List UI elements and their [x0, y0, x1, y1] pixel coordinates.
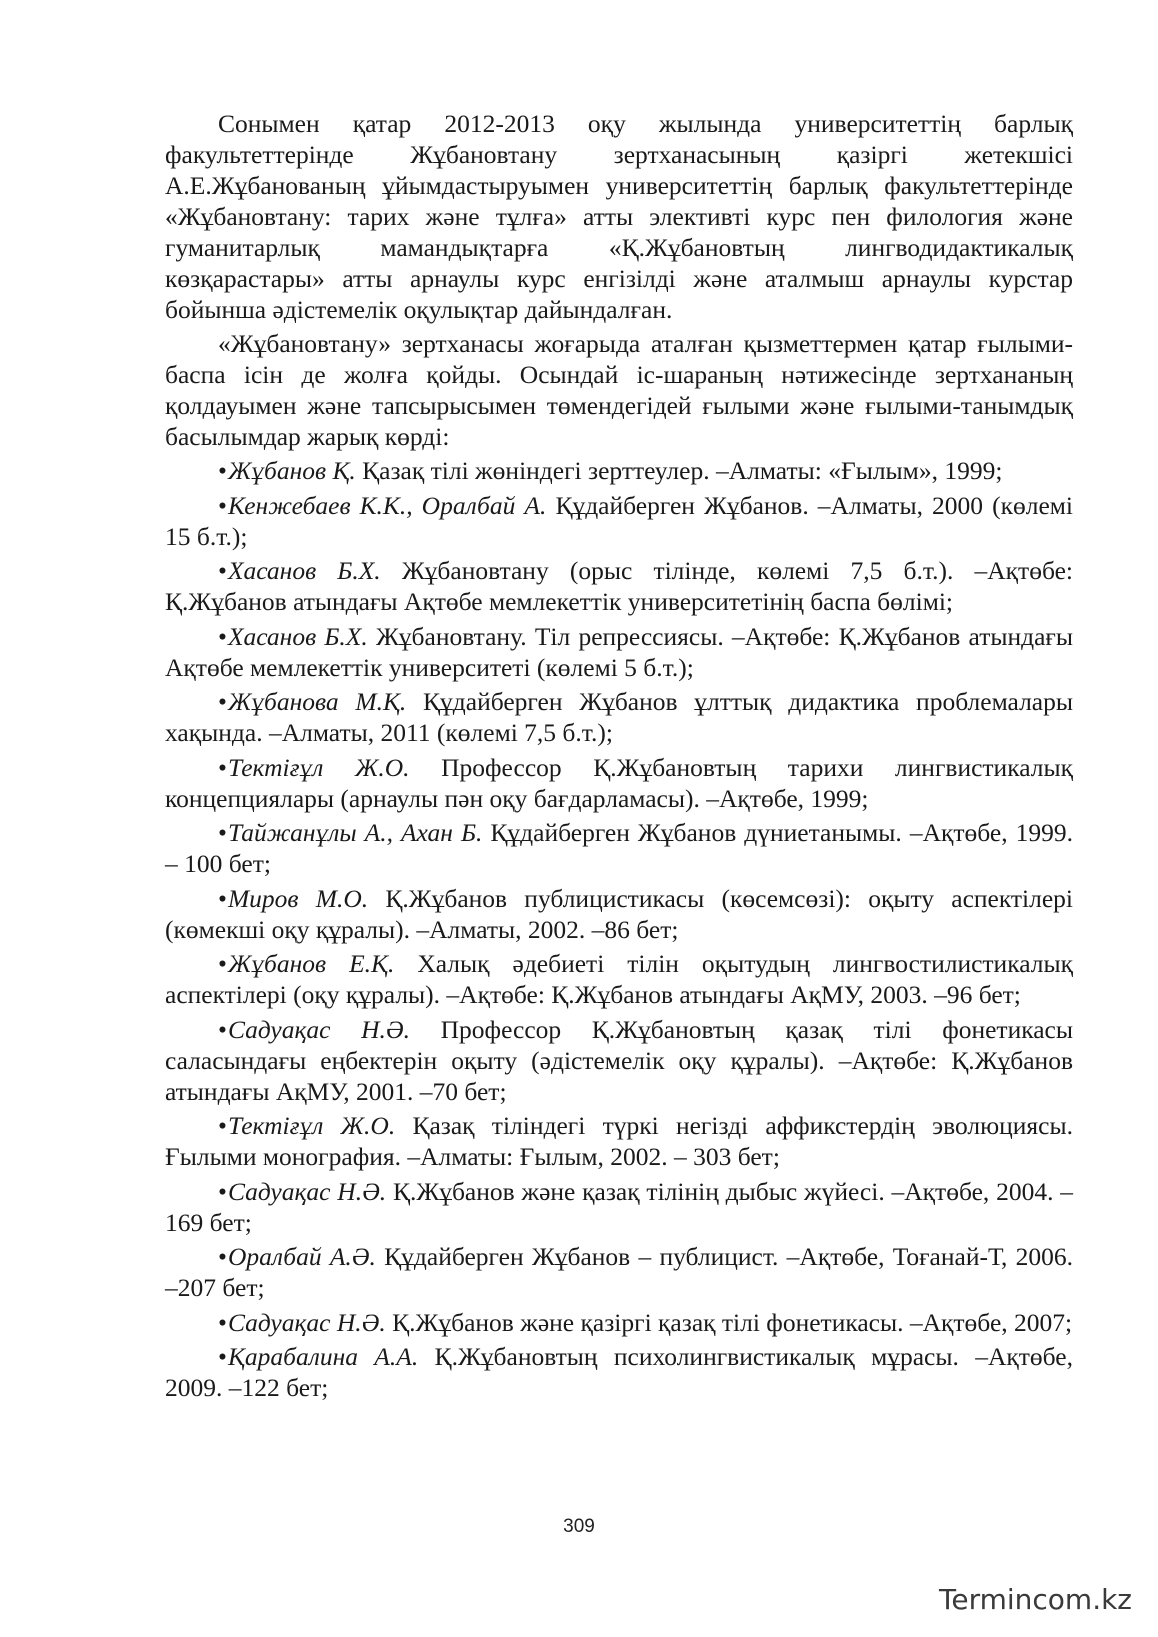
reference-author: Тектіғұл Ж.О. [227, 752, 410, 782]
reference-author: Тектіғұл Ж.О. [227, 1111, 396, 1140]
bullet-icon: • [218, 1342, 227, 1371]
reference-item [165, 1014, 1073, 1107]
reference-item [165, 621, 1073, 683]
reference-item [165, 1341, 1073, 1403]
reference-text: Жұбановтану. Тіл репрессиясы. –Ақтөбе: Қ.Жұбанов атындағы Ақтөбе мемлекеттік университеті (көлемі 5 б.т.); [165, 621, 1073, 682]
reference-text: Құдайберген Жұбанов. –Алматы, 2000 (көлемі 15 б.т.); [165, 490, 1073, 551]
reference-text: Қ.Жұбанов публицистикасы (көсемсөзі): оқыту аспектілері (көмекші оқу құралы). –Алматы, 2002. –86 бет; [165, 883, 1074, 944]
reference-text: Құдайберген Жұбанов ұлттық дидактика проблемалары хақында. –Алматы, 2011 (көлемі 7,5 б.т.); [165, 687, 1074, 747]
reference-item [165, 948, 1073, 1010]
bullet-icon: • [218, 621, 227, 651]
reference-item [165, 752, 1073, 814]
reference-text: Жұбановтану (орыс тілінде, көлемі 7,5 б.т.). –Ақтөбе: Қ.Жұбанов атындағы Ақтөбе мемлекеттік университетінің баспа бөлімі; [165, 556, 1073, 616]
bullet-icon: • [218, 1111, 227, 1140]
reference-text: Қ.Жұбанов және қазіргі қазақ тілі фонетикасы. –Ақтөбе, 2007; [385, 1307, 1073, 1337]
bullet-icon: • [218, 556, 227, 585]
reference-author: Қарабалина А.А. [227, 1342, 419, 1371]
reference-author: Садуақас Н.Ә. [227, 1176, 387, 1206]
bullet-icon: • [218, 883, 227, 913]
reference-author: Садуақас Н.Ә. [227, 1307, 386, 1337]
reference-text: Профессор Қ.Жұбановтың тарихи лингвистикалық концепциялары (арнаулы пән оқу бағдарламасы). –Ақтөбе, 1999; [165, 752, 1073, 813]
bullet-icon: • [218, 949, 227, 978]
bullet-icon: • [218, 687, 227, 716]
reference-item [165, 490, 1073, 552]
bullet-icon: • [218, 1307, 227, 1337]
reference-author: Оралбай А.Ә. [227, 1242, 376, 1271]
page-number: 309 [563, 1516, 595, 1537]
body-paragraph: «Жұбановтану» зертханасы жоғарыда аталған қызметтермен қатар ғылыми-баспа ісін де жолға қойды. Осындай іс-шараның нәтижесінде зертхананың қолдауымен және тапсырысымен төмендегідей ғылыми және ғылыми-танымдық басылымдар жарық көрді: [165, 329, 1073, 451]
document-body [165, 108, 1073, 1407]
bullet-icon: • [218, 456, 227, 485]
bullet-icon: • [218, 1176, 227, 1206]
reference-author: Жұбанова М.Қ. [227, 687, 407, 716]
bullet-icon: • [218, 1242, 227, 1271]
reference-item [165, 1241, 1073, 1303]
reference-author: Хасанов Б.Х. [227, 556, 381, 585]
reference-item [165, 883, 1073, 945]
reference-author: Хасанов Б.Х. [227, 621, 368, 651]
reference-author: Миров М.О. [227, 883, 369, 913]
reference-author: Садуақас Н.Ә. [227, 1014, 411, 1044]
reference-item [165, 1176, 1073, 1238]
reference-text: Қ.Жұбанов және қазақ тілінің дыбыс жүйесі. –Ақтөбе, 2004. –169 бет; [165, 1176, 1073, 1237]
reference-text: Қазақ тіліндегі түркі негізді аффикстердің эволюциясы. Ғылыми монография. –Алматы: Ғылым, 2002. – 303 бет; [165, 1111, 1073, 1171]
reference-author: Жұбанов Е.Қ. [227, 949, 395, 978]
reference-text: Құдайберген Жұбанов – публицист. –Ақтөбе, Тоғанай-Т, 2006. –207 бет; [165, 1242, 1073, 1302]
reference-text: Профессор Қ.Жұбановтың қазақ тілі фонетикасы саласындағы еңбектерін оқыту (әдістемелік оқу құралы). –Ақтөбе: Қ.Жұбанов атындағы АқМУ, 2001. –70 бет; [165, 1014, 1073, 1106]
bullet-icon: • [218, 818, 227, 847]
reference-text: Қ.Жұбановтың психолингвистикалық мұрасы. –Ақтөбе, 2009. –122 бет; [165, 1342, 1073, 1402]
bullet-icon: • [218, 490, 227, 520]
reference-author: Кенжебаев К.К., Оралбай А. [227, 490, 547, 520]
reference-item [165, 817, 1073, 879]
reference-item [165, 1110, 1073, 1172]
site-watermark-logo: Termincom.kz [939, 1583, 1133, 1616]
reference-item [165, 686, 1073, 748]
body-paragraph: Сонымен қатар 2012-2013 оқу жылында университеттің барлық факультеттерінде Жұбановтану зертханасының қазіргі жетекшісі А.Е.Жұбанованың ұйымдастыруымен университеттің барлық факультеттерінде «Жұбановтану: тарих және тұлға» атты элективті курс пен филология және гуманитарлық мамандықтарға «Қ.Жұбановтың лингводидактикалық көзқарастары» атты арнаулы курс енгізілді және аталмыш арнаулы курстар бойынша әдістемелік оқулықтар дайындалған. [165, 109, 1073, 324]
reference-text: Қазақ тілі жөніндегі зерттеулер. –Алматы: «Ғылым», 1999; [355, 456, 1003, 485]
bullet-icon: • [218, 752, 227, 782]
reference-text: Құдайберген Жұбанов дүниетанымы. –Ақтөбе, 1999. – 100 бет; [165, 818, 1073, 878]
reference-item [165, 1307, 1073, 1338]
reference-item [165, 455, 1073, 486]
reference-text: Халық әдебиеті тілін оқытудың лингвостилистикалық аспектілері (оқу құралы). –Ақтөбе: Қ.Жұбанов атындағы АқМУ, 2003. –96 бет; [165, 949, 1073, 1009]
reference-author: Тайжанұлы А., Ахан Б. [227, 818, 483, 847]
reference-item [165, 555, 1073, 617]
reference-author: Жұбанов Қ. [227, 456, 356, 485]
bullet-icon: • [218, 1014, 227, 1044]
